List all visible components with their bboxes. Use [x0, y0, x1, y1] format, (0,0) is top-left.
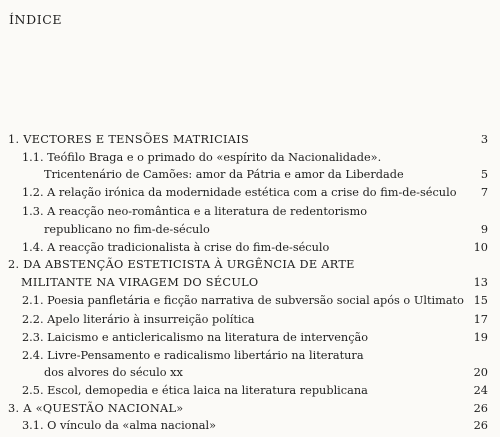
toc-entry-page: 26 [473, 419, 488, 432]
toc-entry-2-5 [0, 382, 500, 400]
toc-entry-page: 10 [473, 241, 488, 254]
page-title: ÍNDICE [9, 12, 63, 27]
toc-entry-text: dos alvores do século xx [44, 366, 183, 379]
toc-entry-1-3 [0, 203, 500, 221]
toc-entry-page: 9 [480, 223, 488, 236]
toc-entry-1-1-continued [0, 166, 500, 184]
toc-entry-2-2 [0, 311, 500, 329]
toc-entry-2-3 [0, 329, 500, 347]
toc-entry-section-2-continued [0, 274, 500, 292]
toc-entry-text: republicano no fim-de-século [44, 223, 210, 236]
toc-entry-text: MILITANTE NA VIRAGEM DO SÉCULO [21, 276, 259, 289]
toc-entry-section-2 [0, 256, 500, 274]
toc-entry-text: 2.2. Apelo literário à insurreição política [22, 313, 255, 326]
toc-entry-section-3 [0, 400, 500, 418]
toc-entry-page: 17 [473, 313, 488, 326]
toc-entry-page: 3 [480, 133, 488, 146]
toc-entry-1-2 [0, 184, 500, 202]
toc-entry-text: 1. VECTORES E TENSÕES MATRICIAIS [8, 133, 250, 146]
toc-entry-1-4 [0, 239, 500, 257]
toc-entry-section-1 [0, 131, 500, 149]
toc-entry-page: 15 [473, 294, 488, 307]
toc-entry-1-3-continued [0, 221, 500, 239]
toc-entry-page: 26 [473, 402, 488, 415]
toc-entry-text: 2. DA ABSTENÇÃO ESTETICISTA À URGÊNCIA DE ARTE [8, 258, 355, 271]
toc-entry-text: Tricentenário de Camões: amor da Pátria e amor da Liberdade [44, 168, 404, 181]
toc-entry-page: 24 [473, 384, 488, 397]
toc-entry-text: 1.4. A reacção tradicionalista à crise do fim-de-século [22, 241, 330, 254]
toc-entry-text: 2.3. Laicismo e anticlericalismo na literatura de intervenção [22, 331, 369, 344]
toc-entry-page: 7 [480, 186, 488, 199]
toc-entry-page: 5 [480, 168, 488, 181]
toc-entry-text: 2.4. Livre-Pensamento e radicalismo libertário na literatura [22, 349, 364, 362]
toc-entry-text: 1.2. A relação irónica da modernidade estética com a crise do fim-de-século [22, 186, 457, 199]
toc-entry-text: 1.3. A reacção neo-romântica e a literatura de redentorismo [22, 205, 367, 218]
toc-entry-2-1 [0, 292, 500, 310]
toc-entry-3-1 [0, 417, 500, 435]
toc-entry-page: 19 [473, 331, 488, 344]
toc-entry-text: 1.1. Teófilo Braga e o primado do «espírito da Nacionalidade». [22, 151, 382, 164]
toc-entry-2-4 [0, 347, 500, 365]
toc-entry-page: 20 [473, 366, 488, 379]
toc-entry-page: 13 [473, 276, 488, 289]
toc-entry-text: 3.1. O vínculo da «alma nacional» [22, 419, 217, 432]
toc-entry-2-4-continued [0, 364, 500, 382]
toc-entry-1-1 [0, 149, 500, 167]
toc-entry-text: 3. A «QUESTÃO NACIONAL» [8, 402, 184, 415]
toc-entry-text: 2.5. Escol, demopedia e ética laica na literatura republicana [22, 384, 368, 397]
toc-entry-text: 2.1. Poesia panfletária e ficção narrativa de subversão social após o Ultimato [22, 294, 464, 307]
